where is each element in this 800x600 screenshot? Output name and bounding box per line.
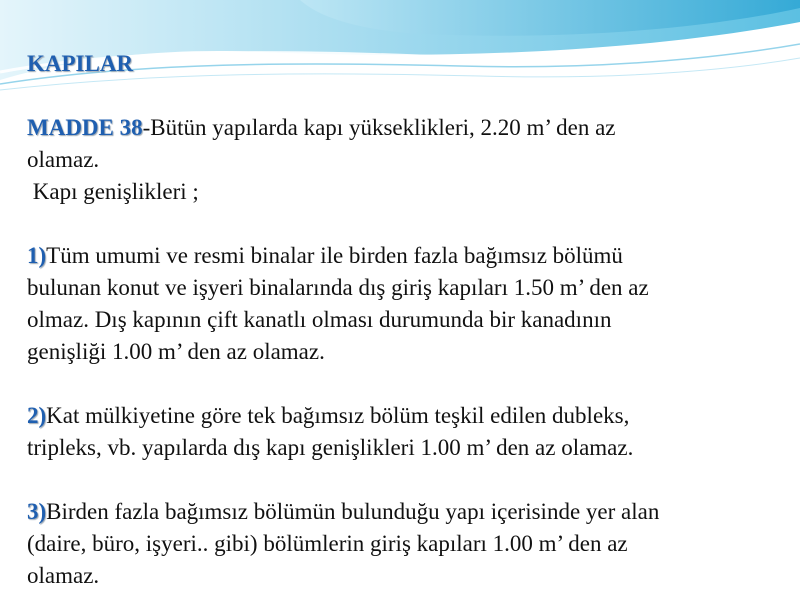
slide-content [27, 48, 777, 592]
madde-text-line3: Kapı genişlikleri ; [27, 179, 199, 204]
list-item-2-line2: tripleks, vb. yapılarda dış kapı genişlikleri 1.00 m’ den az olamaz. [27, 435, 634, 460]
list-item-text: Tüm umumi ve resmi binalar ile birden fazla bağımsız bölümü [46, 243, 623, 268]
list-item-3-line3: olamaz. [27, 563, 100, 588]
spacer [27, 368, 777, 400]
list-item-1-line3: olmaz. Dış kapının çift kanatlı olması durumunda bir kanadının [27, 307, 612, 332]
list-item-text: Birden fazla bağımsız bölümün bulunduğu yapı içerisinde yer alan [46, 499, 660, 524]
list-item-3-line1 [27, 496, 777, 528]
list-item-1-line2: bulunan konut ve işyeri binalarında dış giriş kapıları 1.50 m’ den az [27, 275, 649, 300]
list-item-1-line4: genişliği 1.00 m’ den az olamaz. [27, 339, 325, 364]
list-item-number: 3) [27, 499, 47, 524]
list-item-number: 1) [27, 243, 47, 268]
list-item-2-line1 [27, 400, 777, 432]
madde-paragraph [27, 112, 777, 144]
list-item-text: Kat mülkiyetine göre tek bağımsız bölüm teşkil edilen dubleks, [46, 403, 630, 428]
madde-text-line2: olamaz. [27, 147, 100, 172]
spacer [27, 80, 777, 112]
madde-text-line1: -Bütün yapılarda kapı yükseklikleri, 2.20 m’ den az [142, 115, 616, 140]
page-title: KAPILAR [27, 51, 134, 76]
list-item-1-line1 [27, 240, 777, 272]
spacer [27, 464, 777, 496]
spacer [27, 208, 777, 240]
list-item-number: 2) [27, 403, 47, 428]
madde-label: MADDE 38 [27, 115, 143, 140]
list-item-3-line2: (daire, büro, işyeri.. gibi) bölümlerin giriş kapıları 1.00 m’ den az [27, 531, 628, 556]
